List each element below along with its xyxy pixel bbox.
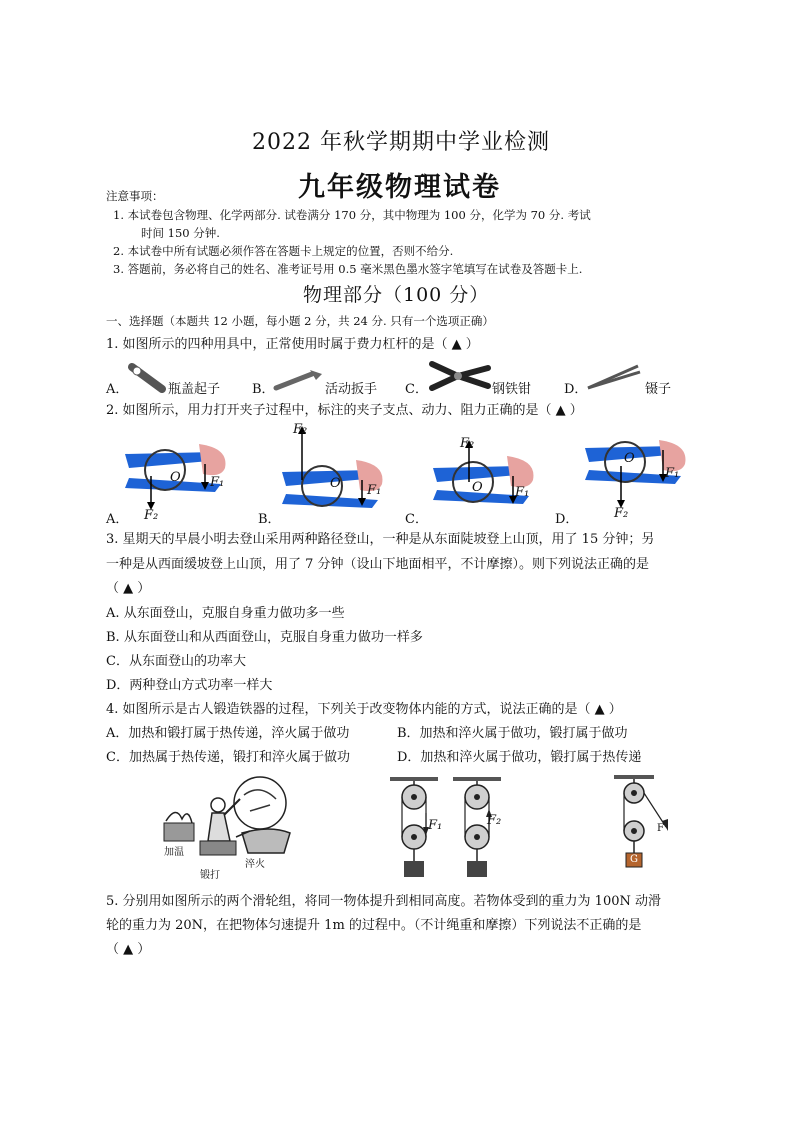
clip-figure-c: [433, 432, 543, 516]
q1-stem: 1. 如图所示的四种用具中，正常使用时属于费力杠杆的是（ ▲ ）: [106, 337, 479, 352]
pulley-3-weight-label: G: [630, 854, 638, 865]
q4-option-a: A．加热和锻打属于热传递，淬火属于做功: [106, 726, 350, 741]
clip-a-f2-label: F₂: [144, 508, 159, 523]
clip-a-pivot-label: O: [170, 470, 181, 485]
forging-hammer-label: 锻打: [200, 870, 220, 881]
q3-stem-line1: 3. 星期天的早晨小明去登山采用两种路径登山，一种是从东面陡坡登上山顶，用了 15 分钟；另: [106, 532, 655, 547]
exam-title: 2022 年秋学期期中学业检测: [252, 130, 550, 155]
q5-stem-line3: （ ▲ ）: [106, 942, 151, 957]
notice-heading: 注意事项：: [106, 189, 164, 203]
q1-option-b-text: 活动扳手: [325, 382, 378, 397]
clip-d-f2-label: F₂: [614, 506, 629, 521]
clip-c-pivot-label: O: [472, 480, 483, 495]
q1-option-a-letter: A．: [106, 382, 129, 397]
part1-heading: 一、选择题（本题共 12 小题，每小题 2 分，共 24 分. 只有一个选项正确）: [106, 314, 494, 328]
q4-option-b: B．加热和淬火属于做功，锻打属于做功: [397, 726, 628, 741]
q1-option-b-letter: B．: [252, 382, 275, 397]
q1-option-a-text: 瓶盖起子: [168, 382, 221, 397]
q4-option-d: D．加热和淬火属于做功，锻打属于热传递: [397, 750, 642, 765]
pulley-2-force-label: F₂: [487, 813, 502, 828]
q1-option-c-letter: C．: [405, 382, 428, 397]
pulley-system-3: [614, 775, 674, 879]
q5-stem-line2: 轮的重力为 20N，在把物体匀速提升 1m 的过程中。（不计绳重和摩擦）下列说法不正确的是: [106, 918, 642, 933]
pliers-image: [428, 358, 492, 394]
q2-stem: 2. 如图所示，用力打开夹子过程中，标注的夹子支点、动力、阻力正确的是（ ▲ ）: [106, 403, 583, 418]
forging-quench-label: 淬火: [245, 859, 265, 870]
section-title: 物理部分（100 分）: [303, 284, 490, 306]
clip-b-pivot-label: O: [330, 476, 341, 491]
bottle-opener-image: [128, 359, 168, 395]
q3-option-d: D．两种登山方式功率一样大: [106, 678, 273, 693]
forging-heat-label: 加温: [164, 847, 184, 858]
q1-option-d-letter: D．: [564, 382, 588, 397]
q4-option-c: C．加热属于热传递，锻打和淬火属于做功: [106, 750, 350, 765]
clip-c-f2-label: F₂: [460, 436, 475, 451]
pulley-3-force-label: F: [657, 823, 664, 834]
q5-stem-line1: 5. 分别用如图所示的两个滑轮组，将同一物体提升到相同高度。若物体受到的重力为 100N 动滑: [106, 894, 661, 909]
q1-option-d-text: 镊子: [645, 382, 672, 397]
notice-item-1: 1. 本试卷包含物理、化学两部分. 试卷满分 170 分，其中物理为 100 分，化学为 70 分. 考试: [113, 208, 591, 222]
notice-item-2: 2. 本试卷中所有试题必须作答在答题卡上规定的位置，否则不给分.: [113, 244, 454, 258]
tweezers-image: [586, 362, 642, 392]
notice-item-1-cont: 时间 150 分钟.: [141, 226, 220, 240]
wrench-image: [272, 368, 324, 392]
q2-option-d-letter: D．: [555, 512, 579, 527]
q2-option-a-letter: A．: [106, 512, 129, 527]
notice-item-3: 3. 答题前，务必将自己的姓名、准考证号用 0.5 毫米黑色墨水签字笔填写在试卷及答题卡上.: [113, 262, 583, 276]
q3-stem-line3: （ ▲ ）: [106, 581, 151, 596]
q3-option-c: C．从东面登山的功率大: [106, 654, 246, 669]
q1-option-c-text: 钢铁钳: [492, 382, 532, 397]
exam-subtitle: 九年级物理试卷: [298, 172, 501, 203]
clip-b-f1-label: F₁: [367, 483, 382, 498]
clip-c-f1-label: F₁: [515, 485, 530, 500]
q2-option-b-letter: B．: [258, 512, 281, 527]
clip-a-f1-label: F₁: [210, 475, 225, 490]
forging-illustration: [160, 775, 300, 875]
q4-stem: 4. 如图所示是古人锻造铁器的过程，下列关于改变物体内能的方式，说法正确的是（ ▲ ）: [106, 702, 622, 717]
clip-d-pivot-label: O: [624, 451, 635, 466]
pulley-1-force-label: F₁: [428, 818, 443, 833]
clip-d-f1-label: F₁: [665, 466, 680, 481]
q2-option-c-letter: C．: [405, 512, 428, 527]
clip-b-f2-label: F₂: [293, 422, 308, 437]
pulley-system-2: [453, 777, 501, 881]
q3-stem-line2: 一种是从西面缓坡登上山顶，用了 7 分钟（设山下地面相平，不计摩擦）。则下列说法正确的是: [106, 557, 650, 572]
q3-option-a: A. 从东面登山，克服自身重力做功多一些: [106, 606, 345, 621]
q3-option-b: B. 从东面登山和从西面登山，克服自身重力做功一样多: [106, 630, 423, 645]
